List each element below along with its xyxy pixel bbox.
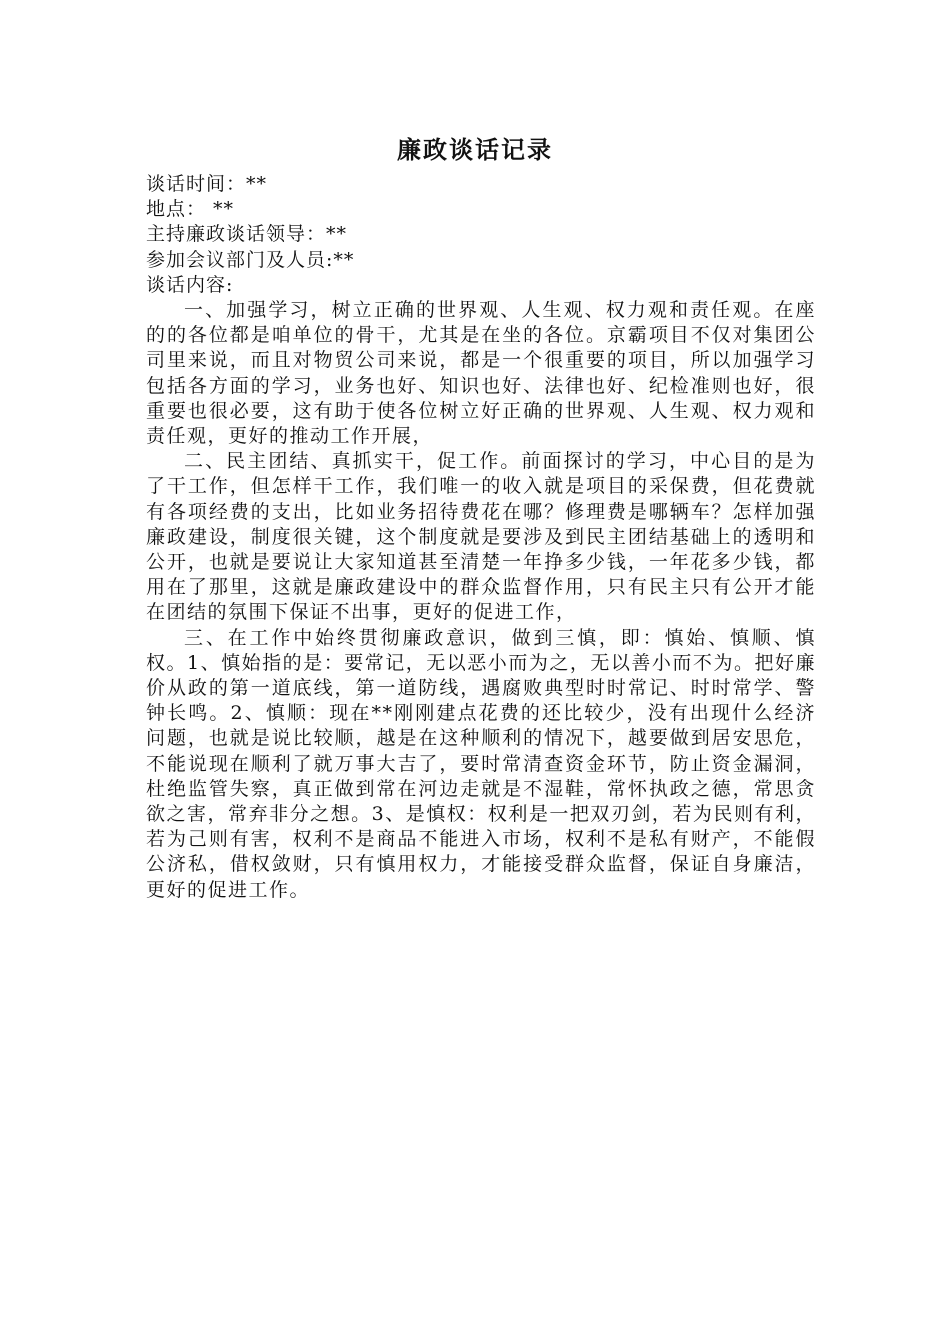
meta-host-leader: 主持廉政谈话领导：**	[146, 223, 348, 246]
paragraph-1: 一、加强学习，树立正确的世界观、人生观、权力观和责任观。在座的的各位都是咱单位的骨干，尤其是在坐的各位。京霸项目不仅对集团公司里来说，而且对物贸公司来说，都是一个很重要的项目，所以加强学习包括各方面的学习，业务也好、知识也好、法律也好、纪检准则也好，很重要也很必要，这有助于使各位树立好正确的世界观、人生观、权力观和责任观，更好的推动工作开展，	[146, 299, 816, 448]
meta-location: 地点： **	[146, 198, 235, 221]
document-body	[146, 172, 816, 903]
meta-content-label: 谈话内容:	[146, 273, 234, 296]
paragraph-3: 三、在工作中始终贯彻廉政意识，做到三慎，即：慎始、慎顺、慎权。1、慎始指的是：要常记，无以恶小而为之，无以善小而不为。把好廉价从政的第一道底线，第一道防线，遇腐败典型时时常记、时时常学、警钟长鸣。2、慎顺：现在**刚刚建点花费的还比较少，没有出现什么经济问题，也就是说比较顺，越是在这种顺利的情况下，越要做到居安思危，不能说现在顺利了就万事大吉了，要时常清查资金环节，防止资金漏洞，杜绝监管失察，真正做到常在河边走就是不湿鞋，常怀执政之德，常思贪欲之害，常弃非分之想。3、是慎权：权利是一把双刃剑，若为民则有利，若为己则有害，权利不是商品不能进入市场，权利不是私有财产，不能假公济私，借权敛财，只有慎用权力，才能接受群众监督，保证自身廉洁，更好的促进工作。	[146, 626, 816, 901]
paragraph-2: 二、民主团结、真抓实干，促工作。前面探讨的学习，中心目的是为了干工作，但怎样干工作，我们唯一的收入就是项目的采保费，但花费就有各项经费的支出，比如业务招待费花在哪？修理费是哪辆车？怎样加强廉政建设，制度很关键，这个制度就是要涉及到民主团结基础上的透明和公开，也就是要说让大家知道甚至清楚一年挣多少钱，一年花多少钱，都用在了那里，这就是廉政建设中的群众监督作用，只有民主只有公开才能在团结的氛围下保证不出事，更好的促进工作，	[146, 450, 816, 624]
meta-talk-time: 谈话时间：**	[146, 173, 268, 195]
meta-attendees: 参加会议部门及人员:**	[146, 248, 355, 271]
document-title: 廉政谈话记录	[397, 135, 553, 164]
